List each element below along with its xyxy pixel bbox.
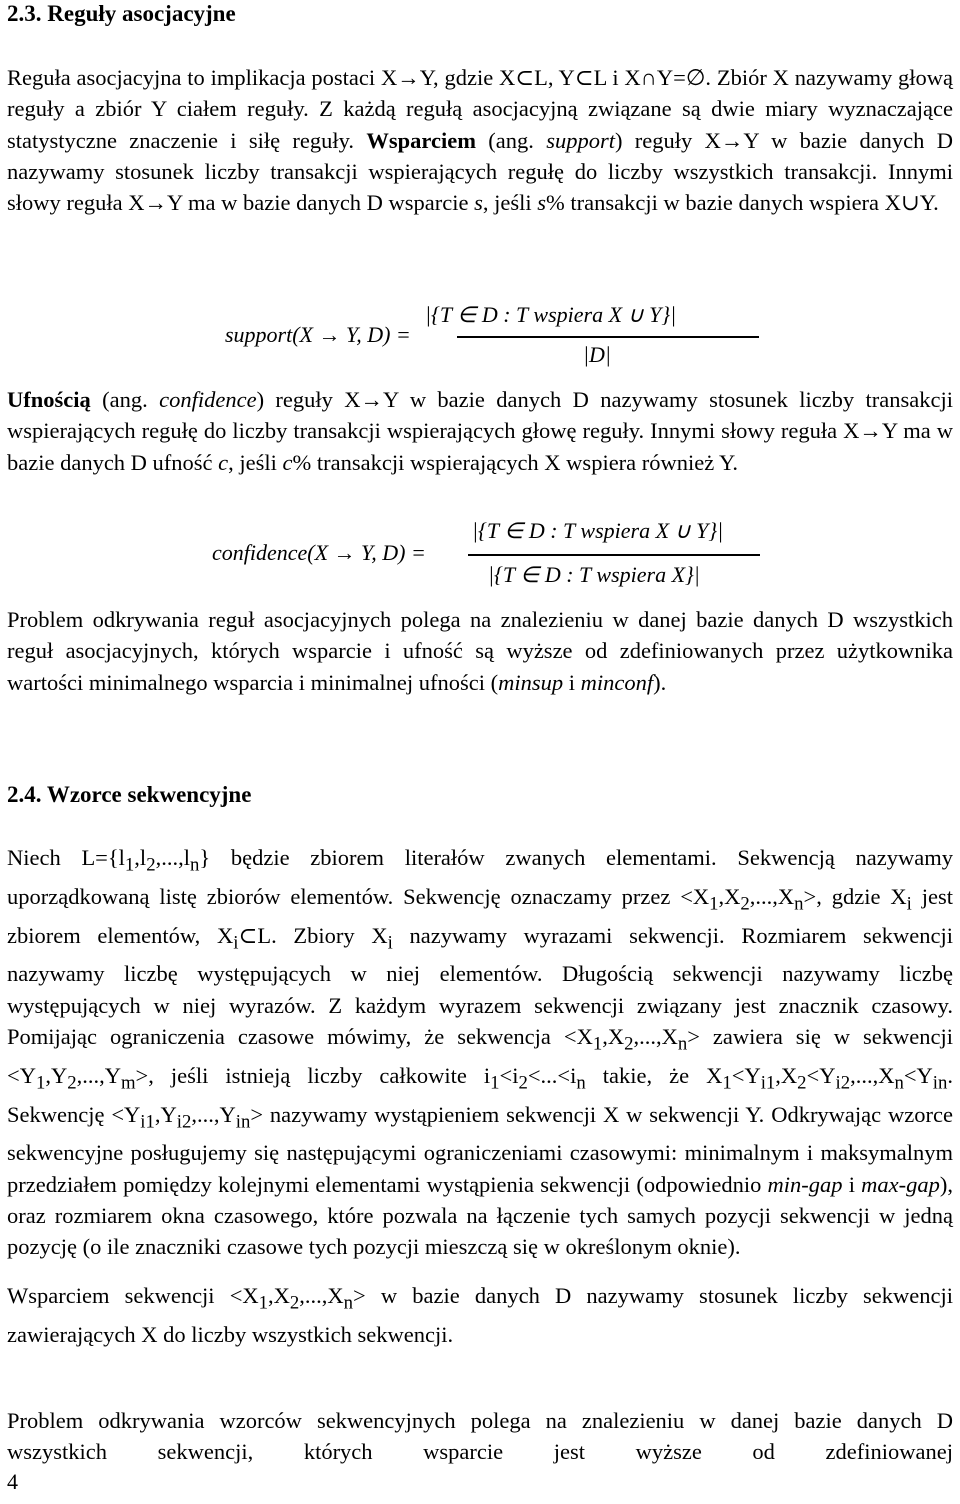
formula-confidence-fraction-bar	[468, 554, 760, 556]
formula-support-numerator: |{T ∈ D : T wspiera X ∪ Y}|	[425, 302, 677, 327]
formula-confidence	[212, 518, 772, 594]
formula-support-denominator: |D|	[583, 342, 611, 367]
formula-support	[225, 302, 745, 372]
formula-confidence-denominator: |{T ∈ D : T wspiera X}|	[488, 562, 700, 587]
paragraph-sequence-support: Wsparciem sekwencji $<X_1,X_2,...,X_n> w$ bazie danych D nazywamy stosunek liczby sekwencji zawierających X do liczby wszystkich sekwencji.	[7, 1283, 953, 1347]
page-number: 4	[7, 1469, 18, 1494]
formula-support-fraction-bar	[457, 336, 759, 338]
paragraph-confidence: Ufnością (ang. confidence) reguły X→Y w bazie danych D nazywamy stosunek liczby transakcji wspierających regułę do liczby transakcji wspierających głowę reguły. Innymi słowy reguła X→Y ma w bazie danych D ufność c, jeśli c% transakcji wspierających X wspiera również Y.	[7, 387, 954, 475]
formula-support-lhs: support(X → Y, D) =	[225, 322, 411, 347]
paragraph-association-rules-intro: Reguła asocjacyjna to implikacja postaci X→Y, gdzie X⊂L, Y⊂L i X∩Y=∅. Zbiór X nazywamy głową reguły a zbiór Y ciałem reguły. Z każdą regułą asocjacyjną związane są dwie miary wyznaczające statystyczne znaczenie i siłę reguły. Wsparciem (ang. support) reguły X→Y w bazie danych D nazywamy stosunek liczby transakcji wspierających regułę do liczby wszystkich transakcji. Innymi słowy reguła X→Y ma w bazie danych D wsparcie s, jeśli s% transakcji w bazie danych wspiera X∪Y.	[7, 65, 953, 216]
section-heading-2-4: 2.4. Wzorce sekwencyjne	[7, 782, 252, 807]
formula-confidence-numerator: |{T ∈ D : T wspiera X ∪ Y}|	[472, 518, 724, 543]
section-heading-2-3: 2.3. Reguły asocjacyjne	[7, 1, 236, 26]
paragraph-rule-discovery-problem: Problem odkrywania reguł asocjacyjnych polega na znalezieniu w danej bazie danych D wszystkich reguł asocjacyjnych, których wsparcie i ufność są wyższe od zdefiniowanych przez użytkownika wartości minimalnego wsparcia i minimalnej ufności (minsup i minconf).	[7, 607, 953, 695]
paragraph-sequence-discovery-problem: Problem odkrywania wzorców sekwencyjnych polega na znalezieniu w danej bazie danych D wszystkich sekwencji, których wsparcie jest wyższe od zdefiniowanej	[7, 1408, 953, 1465]
paragraph-sequential-patterns: Niech $L=\{l_1,l_2,...,l_n\}$ będzie zbiorem literałów zwanych elementami. Sekwencją nazywamy uporządkowaną listę zbiorów elementów. Sekwencję oznaczamy przez $<X_1,X_2,...,X_n>$, gdzie $X_i$ jest zbiorem elementów, $X_i\subset L$. Zbiory $X_i$ nazywamy wyrazami sekwencji. Rozmiarem sekwencji nazywamy liczbę występujących w niej elementów. Długością sekwencji nazywamy liczbę występujących w niej wyrazów. Z każdym wyrazem sekwencji związany jest znacznik czasowy. Pomijając ograniczenia czasowe mówimy, że sekwencja $<X_1,X_2,...,X_n>$ zawiera się w sekwencji $<Y_1,Y_2,...,Y_m>$, jeśli istnieją liczby całkowite $i_1<i_2<...<i_n$ takie, że $X_1<Y_{i1},X_2<Y_{i2},...,X_n<Y_{in}$. Sekwencję $<Y_{i1},Y_{i2},...,Y_{in}>$ nazywamy wystąpieniem sekwencji X w sekwencji Y. Odkrywając wzorce sekwencyjne posługujemy się następującymi ograniczeniami czasowymi: minimalnym i maksymalnym przedziałem pomiędzy kolejnymi elementami wystąpienia sekwencji (odpowiednio min-gap i max-gap), oraz rozmiarem okna czasowego, które pozwala na łączenie tych samych pozycji sekwencji w jedną pozycję (o ile znaczniki czasowe tych pozycji mieszczą się w określonym oknie).	[7, 845, 954, 1260]
formula-confidence-lhs: confidence(X → Y, D) =	[212, 540, 426, 565]
